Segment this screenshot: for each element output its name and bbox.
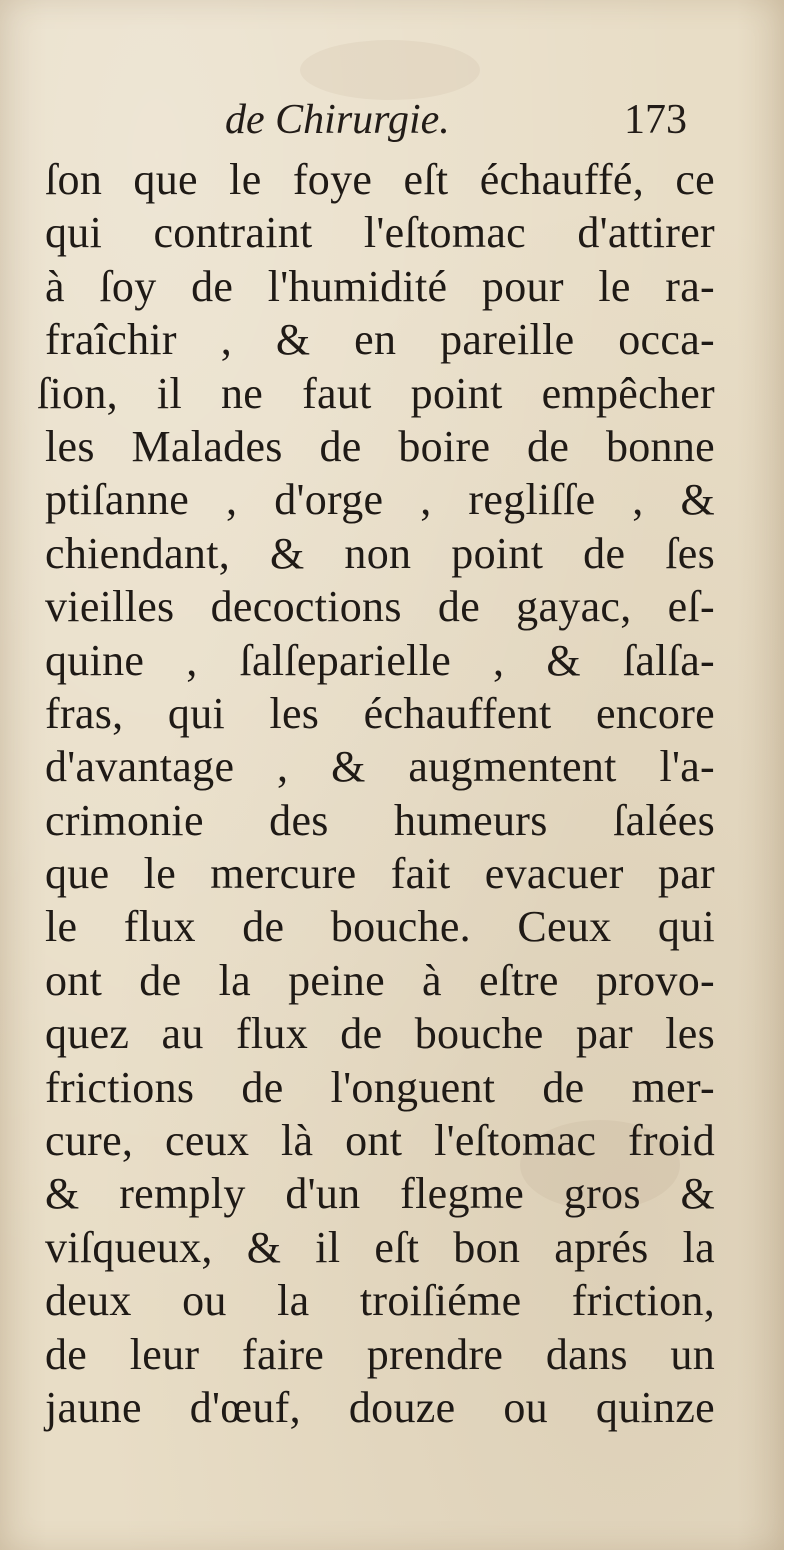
text-line: le flux de bouche. Ceux qui: [45, 902, 715, 952]
text-line: deux ou la troiſiéme friction,: [45, 1276, 715, 1326]
text-line: d'avantage , & augmentent l'a-: [45, 742, 715, 792]
text-line: vieilles decoctions de gayac, eſ-: [45, 582, 715, 632]
text-line: frictions de l'onguent de mer-: [45, 1062, 715, 1112]
text-line: ptiſanne , d'orge , regliſſe , &: [45, 475, 715, 525]
text-line: à ſoy de l'humidité pour le ra-: [45, 261, 715, 311]
text-line: fraîchir , & en pareille occa-: [45, 315, 715, 365]
text-line: fras, qui les échauffent encore: [45, 688, 715, 738]
text-line: cure, ceux là ont l'eſtomac froid: [45, 1116, 715, 1166]
text-line: viſqueux, & il eſt bon aprés la: [45, 1222, 715, 1272]
body-text: [37, 153, 715, 1434]
running-head-title: de Chirurgie.: [225, 97, 450, 143]
text-line: jaune d'œuf, douze ou quinze: [45, 1382, 715, 1432]
text-line: qui contraint l'eſtomac d'attirer: [45, 208, 715, 258]
running-head: [0, 95, 784, 145]
text-line: ſion, il ne faut point empêcher: [37, 368, 715, 418]
text-line: quez au flux de bouche par les: [45, 1009, 715, 1059]
text-line: que le mercure fait evacuer par: [45, 849, 715, 899]
text-line: & remply d'un flegme gros &: [45, 1169, 715, 1219]
text-line: ſon que le foye eſt échauffé, ce: [45, 155, 715, 204]
paper-stain: [300, 40, 480, 100]
text-line: de leur faire prendre dans un: [45, 1329, 715, 1379]
text-line: les Malades de boire de bonne: [45, 421, 715, 471]
text-line: quine , ſalſeparielle , & ſalſa-: [45, 635, 715, 685]
text-line: chiendant, & non point de ſes: [45, 528, 715, 578]
scan-margin: [784, 0, 800, 1550]
page-number: 173: [624, 97, 687, 143]
text-line: ont de la peine à eſtre provo-: [45, 955, 715, 1005]
text-line: crimonie des humeurs ſalées: [45, 795, 715, 845]
